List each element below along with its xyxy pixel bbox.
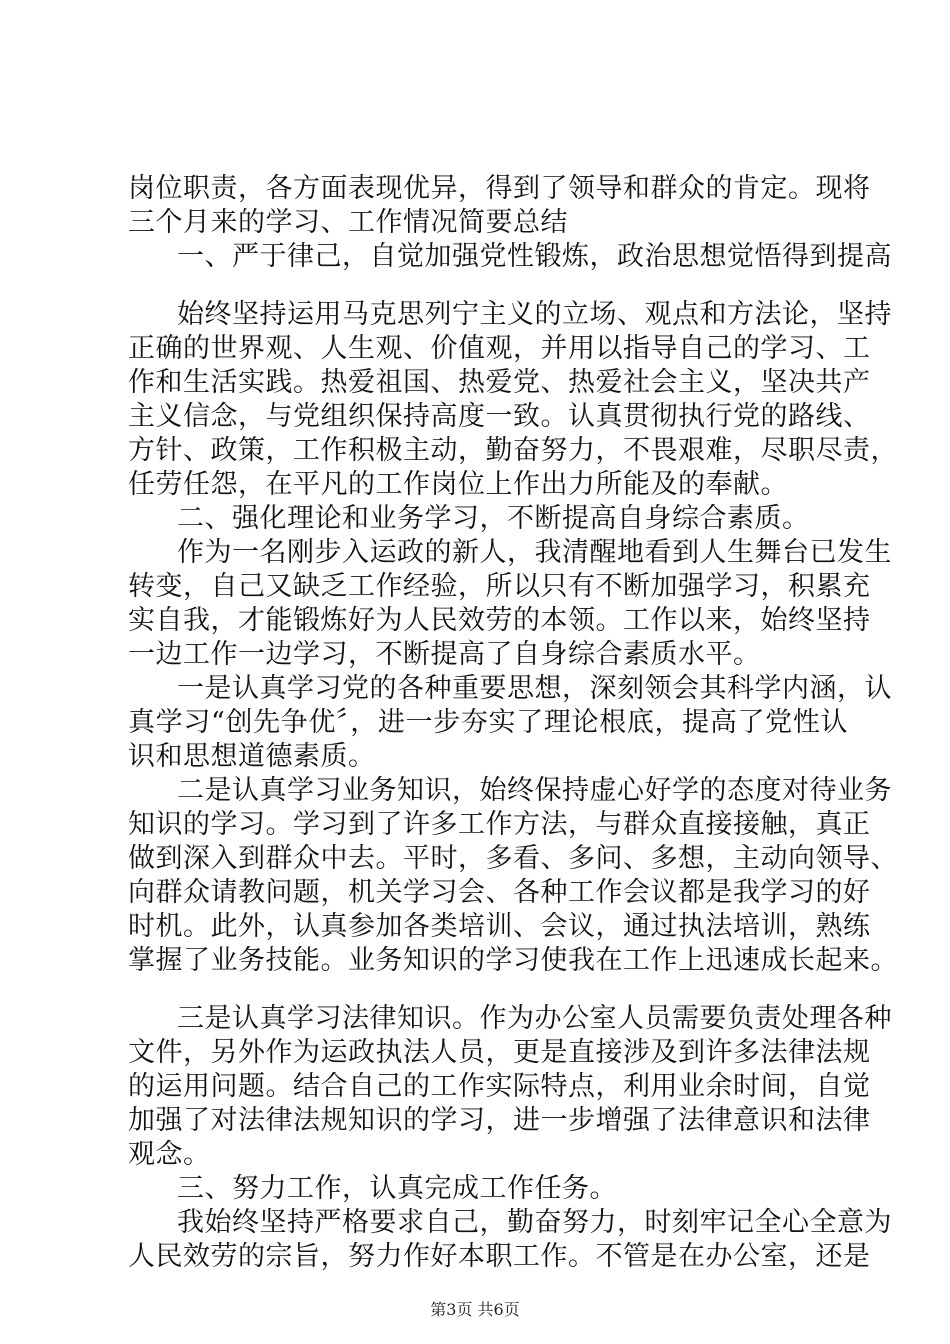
text-line: 识和思想道德素质。 [128,741,376,772]
text-line: 人民效劳的宗旨，努力作好本职工作。不管是在办公室，还是 [128,1241,871,1272]
text-line: 一是认真学习党的各种重要思想，深刻领会其科学内涵，认 [177,673,892,704]
text-line: 我始终坚持严格要求自己，勤奋努力，时刻牢记全心全意为 [177,1207,892,1238]
text-line: 三是认真学习法律知识。作为办公室人员需要负责处理各种 [177,1003,892,1034]
text-line: 实自我，才能锻炼好为人民效劳的本领。工作以来，始终坚持 [128,605,871,636]
text-line: 一边工作一边学习，不断提高了自身综合素质水平。 [128,639,761,670]
section-heading: 一、严于律己，自觉加强党性锻炼，政治思想觉悟得到提高 [177,241,892,272]
text-line: 时机。此外，认真参加各类培训、会议，通过执法培训，熟练 [128,911,871,942]
section-heading: 三、努力工作，认真完成工作任务。 [177,1173,617,1204]
text-line: 知识的学习。学习到了许多工作方法，与群众直接接触，真正 [128,809,871,840]
text-line: 任劳任怨，在平凡的工作岗位上作出力所能及的奉献。 [128,469,788,500]
text-line: 转变，自己又缺乏工作经验，所以只有不断加强学习，积累充 [128,571,871,602]
text-line: 观念。 [128,1139,211,1170]
text-line: 文件，另外作为运政执法人员，更是直接涉及到许多法律法规 [128,1037,871,1068]
section-heading: 二、强化理论和业务学习，不断提高自身综合素质。 [177,503,810,534]
text-line: 三个月来的学习、工作情况简要总结 [128,207,568,238]
text-line: 方针、政策，工作积极主动，勤奋努力，不畏艰难，尽职尽责， [128,435,898,466]
text-line: 向群众请教问题，机关学习会、各种工作会议都是我学习的好 [128,877,871,908]
text-line: 岗位职责，各方面表现优异，得到了领导和群众的肯定。现将 [128,173,871,204]
text-line: 掌握了业务技能。业务知识的学习使我在工作上迅速成长起来。 [128,945,898,976]
text-line: 二是认真学习业务知识，始终保持虚心好学的态度对待业务 [177,775,892,806]
text-line: 作和生活实践。热爱祖国、热爱党、热爱社会主义，坚决共产 [128,367,871,398]
text-line: 主义信念，与党组织保持高度一致。认真贯彻执行党的路线、 [128,401,871,432]
text-line: 做到深入到群众中去。平时，多看、多问、多想，主动向领导、 [128,843,898,874]
text-line: 真学习“创先争优〞，进一步夯实了理论根底，提高了党性认 [128,707,848,738]
text-line: 正确的世界观、人生观、价值观，并用以指导自己的学习、工 [128,333,871,364]
text-line: 作为一名刚步入运政的新人，我清醒地看到人生舞台已发生 [177,537,892,568]
text-line: 的运用问题。结合自己的工作实际特点，利用业余时间，自觉 [128,1071,871,1102]
text-line: 加强了对法律法规知识的学习，进一步增强了法律意识和法律 [128,1105,871,1136]
text-line: 始终坚持运用马克思列宁主义的立场、观点和方法论，坚持 [177,299,892,330]
page-number-footer: 第3页 共6页 [430,1300,520,1319]
